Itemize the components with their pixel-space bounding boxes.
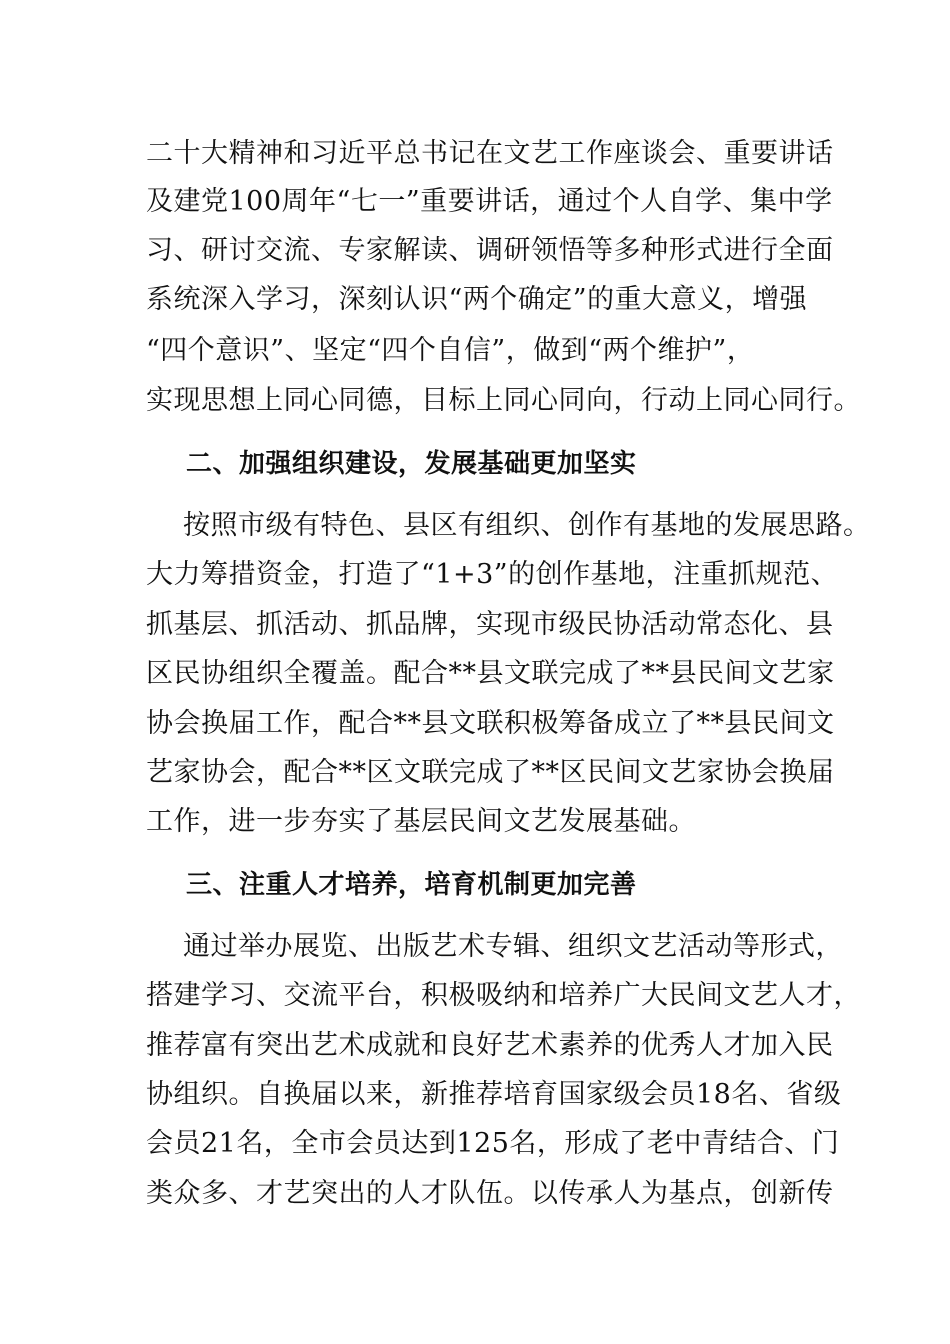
paragraph-3-line-3: 推荐富有突出艺术成就和良好艺术素养的优秀人才加入民 <box>146 1030 834 1061</box>
paragraph-2-line-5: 协会换届工作，配合**县文联积极筹备成立了**县民间文 <box>146 708 835 739</box>
paragraph-2-line-3: 抓基层、抓活动、抓品牌，实现市级民协活动常态化、县 <box>146 609 834 640</box>
paragraph-1-line-3: 习、研讨交流、专家解读、调研领悟等多种形式进行全面 <box>146 235 834 266</box>
paragraph-3-line-4: 协组织。自换届以来，新推荐培育国家级会员18名、省级 <box>146 1079 842 1110</box>
paragraph-1-line-5: “四个意识”、坚定“四个自信”，做到“两个维护”， <box>146 335 755 366</box>
paragraph-2-line-1: 按照市级有特色、县区有组织、创作有基地的发展思路。 <box>183 510 871 541</box>
paragraph-3-line-5: 会员21名，全市会员达到125名，形成了老中青结合、门 <box>146 1128 840 1159</box>
paragraph-1-line-2: 及建党100周年“七一”重要讲话，通过个人自学、集中学 <box>146 186 833 217</box>
paragraph-1-line-6: 实现思想上同心同德，目标上同心同向，行动上同心同行。 <box>146 385 861 416</box>
section-heading-2: 二、加强组织建设，发展基础更加坚实 <box>186 449 637 479</box>
paragraph-3-line-6: 类众多、才艺突出的人才队伍。以传承人为基点，创新传 <box>146 1178 834 1209</box>
section-heading-3: 三、注重人才培养，培育机制更加完善 <box>186 870 637 900</box>
paragraph-2-line-2: 大力筹措资金，打造了“1+3”的创作基地，注重抓规范、 <box>146 559 839 590</box>
paragraph-3-line-1: 通过举办展览、出版艺术专辑、组织文艺活动等形式， <box>183 931 843 962</box>
paragraph-2-line-7: 工作，进一步夯实了基层民间文艺发展基础。 <box>146 806 696 837</box>
paragraph-1-line-1: 二十大精神和习近平总书记在文艺工作座谈会、重要讲话 <box>146 138 834 169</box>
paragraph-2-line-6: 艺家协会，配合**区文联完成了**区民间文艺家协会换届 <box>146 757 835 788</box>
paragraph-3-line-2: 搭建学习、交流平台，积极吸纳和培养广大民间文艺人才， <box>146 980 861 1011</box>
paragraph-1-line-4: 系统深入学习，深刻认识“两个确定”的重大意义，增强 <box>146 284 808 315</box>
paragraph-2-line-4: 区民协组织全覆盖。配合**县文联完成了**县民间文艺家 <box>146 658 835 689</box>
